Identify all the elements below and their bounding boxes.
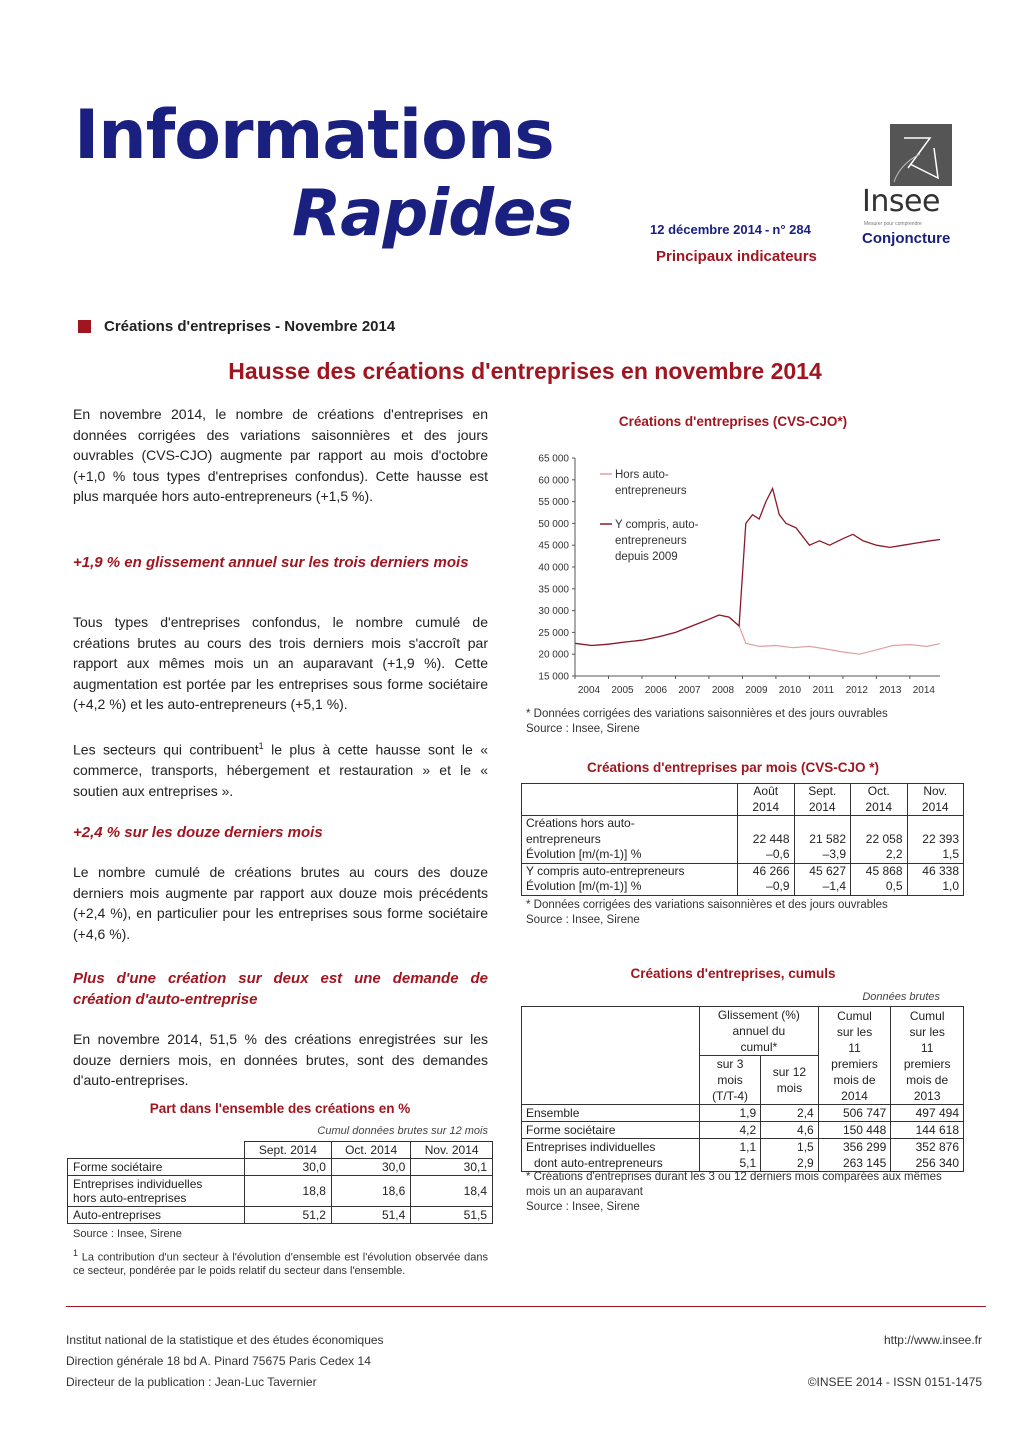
footer-director: Directeur de la publication : Jean-Luc Tavernier <box>66 1375 317 1389</box>
table-row <box>68 1207 493 1224</box>
row-label: Forme sociétaire <box>522 1122 700 1139</box>
line-chart <box>520 446 965 704</box>
table-cell <box>907 816 964 864</box>
column-header-line: Nov. <box>923 784 948 798</box>
cell-value: 352 876 <box>915 1140 959 1154</box>
table-row <box>522 816 964 864</box>
x-tick-label: 2006 <box>644 685 668 696</box>
x-tick-label: 2007 <box>678 685 701 696</box>
row-label-line: Créations hors auto- <box>526 816 635 830</box>
chart-axes <box>538 454 940 697</box>
table-cell <box>891 1139 964 1172</box>
x-tick-label: 2013 <box>879 685 902 696</box>
table-row <box>522 1122 964 1139</box>
cell-value: 22 393 <box>922 831 959 846</box>
cell-evolution: 1,5 <box>942 847 959 861</box>
table-cell: 30,0 <box>244 1159 331 1176</box>
chart-note <box>526 707 966 737</box>
cell-evolution: –0,6 <box>766 847 790 861</box>
y-tick-label: 35 000 <box>538 584 569 596</box>
cell-evolution: 1,0 <box>942 879 959 893</box>
masthead-title-line1: Informations <box>74 96 554 175</box>
group-header-line: Glissement (%) <box>717 1008 800 1022</box>
column-header-line: mois de <box>833 1072 876 1087</box>
table-row <box>68 1176 493 1207</box>
column-header: Nov. 2014 <box>411 1142 493 1159</box>
table-cell: 18,6 <box>331 1176 410 1207</box>
column-header <box>907 784 964 816</box>
cumul-source: Source : Insee, Sirene <box>526 1201 640 1213</box>
insee-logo <box>860 124 960 254</box>
row-label-line: entrepreneurs <box>526 831 601 846</box>
column-header-line: Oct. <box>867 784 890 798</box>
column-header-line: mois de <box>906 1072 949 1087</box>
cumul-table <box>521 1006 964 1172</box>
paragraph-sectors <box>73 736 488 801</box>
footnote-ref: 1 <box>258 741 264 751</box>
table-cell <box>818 1139 891 1172</box>
row-label: Auto-entreprises <box>68 1207 245 1224</box>
y-tick-label: 40 000 <box>538 562 569 574</box>
chart-legend <box>600 469 699 563</box>
table-row <box>68 1159 493 1176</box>
masthead-title-line2: Rapides <box>292 177 573 251</box>
share-table-source: Source : Insee, Sirene <box>73 1228 182 1240</box>
topic-bullet <box>78 320 91 333</box>
cell-value: 46 266 <box>752 863 790 878</box>
cell-value: 2,9 <box>797 1156 814 1170</box>
x-tick-label: 2011 <box>812 685 835 696</box>
section-label: Principaux indicateurs <box>656 248 817 265</box>
column-header-line: sur les <box>836 1024 873 1039</box>
cell-value: 5,1 <box>739 1156 757 1170</box>
column-header-line: Cumul <box>909 1008 945 1023</box>
monthly-table-note <box>526 898 966 928</box>
share-table-title: Part dans l'ensemble des créations en % <box>149 1101 411 1116</box>
subheading-three-months: +1,9 % en glissement annuel sur les trois derniers mois <box>73 554 469 571</box>
table-header-row <box>68 1142 493 1159</box>
table-cell: 51,5 <box>411 1207 493 1224</box>
column-header-line: 2013 <box>913 1088 941 1103</box>
main-headline: Hausse des créations d'entreprises en novembre 2014 <box>228 358 822 384</box>
cell-value: 46 338 <box>922 863 959 878</box>
table-cell: 30,1 <box>411 1159 493 1176</box>
y-tick-label: 60 000 <box>538 475 569 487</box>
legend-label: entrepreneurs <box>615 485 687 497</box>
column-header-line: 11 <box>920 1040 934 1055</box>
table-cell <box>794 816 851 864</box>
table-cell: 30,0 <box>331 1159 410 1176</box>
logo-tagline: Mesurer pour comprendre <box>864 221 922 227</box>
group-header-line: cumul* <box>740 1040 778 1054</box>
footnote-text: La contribution d'un secteur à l'évolution d'ensemble est l'évolution observée dans ce secteur, pondérée par le poids relatif du secteur dans l'ensemble. <box>73 1251 488 1277</box>
footer-url[interactable]: http://www.insee.fr <box>883 1333 982 1347</box>
cell-value: 22 448 <box>752 831 790 846</box>
row-label <box>522 863 738 895</box>
column-header-line: 11 <box>848 1040 861 1055</box>
logo-subbrand: Conjoncture <box>862 230 951 247</box>
table-cell: 51,4 <box>331 1207 410 1224</box>
table-cell <box>851 816 908 864</box>
series-line <box>575 489 940 646</box>
row-label <box>68 1176 245 1207</box>
subheading-auto-entreprise: Plus d'une création sur deux est une demande de création d'auto-entreprise <box>73 970 488 1008</box>
column-header-line: sur 12 <box>772 1065 807 1079</box>
legend-label: entrepreneurs <box>615 535 687 547</box>
column-header: Sept. 2014 <box>244 1142 331 1159</box>
chart-title: Créations d'entreprises (CVS-CJO*) <box>618 414 848 429</box>
row-label: Ensemble <box>522 1105 700 1122</box>
x-tick-label: 2014 <box>912 685 935 696</box>
paragraph-auto-entreprise: En novembre 2014, 51,5 % des créations enregistrées sur les douze derniers mois, en données brutes, sont des demandes d'auto-entreprises. <box>73 1031 488 1089</box>
footnote <box>73 1247 488 1278</box>
cumul-foot-line: * Créations d'entreprises durant les 3 ou 12 derniers mois comparées aux mêmes mois un an auparavant <box>526 1171 942 1198</box>
paragraph-twelve-months: Le nombre cumulé de créations brutes au cours des douze derniers mois augmente par rapport aux douze mois précédents (+2,4 %), en particulier pour les entreprises sous forme sociétaire (+4,6 %). <box>73 864 488 942</box>
chart-note-line: * Données corrigées des variations saisonnières et des jours ouvrables <box>526 708 888 720</box>
x-tick-label: 2004 <box>577 685 601 696</box>
cell-evolution: –0,9 <box>766 879 790 893</box>
table-cell <box>907 863 964 895</box>
cumul-table-note: Données brutes <box>862 991 940 1003</box>
column-header-line: mois <box>717 1073 743 1087</box>
table-cell: 18,4 <box>411 1176 493 1207</box>
column-header-line: (T/T-4) <box>712 1089 749 1103</box>
table-cell: 1,9 <box>700 1105 761 1122</box>
cell-evolution: 2,2 <box>885 847 903 861</box>
monthly-source: Source : Insee, Sirene <box>526 914 640 926</box>
footer-copyright: ©INSEE 2014 - ISSN 0151-1475 <box>807 1375 982 1389</box>
legend-label: depuis 2009 <box>615 551 678 563</box>
table-cell: 2,4 <box>761 1105 819 1122</box>
row-label-line: Entreprises individuelles <box>526 1140 656 1154</box>
cell-evolution: 0,5 <box>885 879 903 893</box>
cell-value: 1,5 <box>797 1140 814 1154</box>
monthly-table-title: Créations d'entreprises par mois (CVS-CJO *) <box>586 760 880 775</box>
topic-label: Créations d'entreprises - Novembre 2014 <box>104 318 396 335</box>
table-cell: 18,8 <box>244 1176 331 1207</box>
row-label-line: hors auto-entreprises <box>73 1191 187 1205</box>
table-cell: 506 747 <box>818 1105 891 1122</box>
column-header <box>794 784 851 816</box>
cell-value: 256 340 <box>915 1156 959 1170</box>
table-header-row <box>522 1007 964 1056</box>
y-tick-label: 50 000 <box>538 518 569 530</box>
x-tick-label: 2009 <box>745 685 768 696</box>
table-cell <box>700 1139 761 1172</box>
table-cell: 4,2 <box>700 1122 761 1139</box>
cell-value: 356 299 <box>842 1140 887 1154</box>
column-header: Oct. 2014 <box>331 1142 410 1159</box>
share-table-note: Cumul données brutes sur 12 mois <box>317 1125 488 1137</box>
logo-brand: Insee <box>862 184 940 219</box>
column-header <box>700 1056 761 1105</box>
y-tick-label: 65 000 <box>538 453 569 465</box>
column-header-line: 2014 <box>808 799 836 814</box>
issue-date: 12 décembre 2014 <box>650 222 763 237</box>
column-header <box>761 1056 819 1105</box>
column-header-line: premiers <box>903 1056 951 1071</box>
group-header-line: annuel du <box>732 1024 786 1038</box>
cell-value: 22 058 <box>865 831 903 846</box>
subheading-twelve-months: +2,4 % sur les douze derniers mois <box>73 824 323 841</box>
table-cell <box>761 1139 819 1172</box>
table-cell <box>738 863 795 895</box>
table-cell: 4,6 <box>761 1122 819 1139</box>
cumul-table-footnote <box>526 1170 966 1215</box>
share-table <box>67 1141 493 1224</box>
cell-value: 45 868 <box>865 863 903 878</box>
table-cell <box>794 863 851 895</box>
footer-divider <box>66 1306 986 1307</box>
y-tick-label: 20 000 <box>538 649 569 661</box>
footer-address: Direction générale 18 bd A. Pinard 75675 Paris Cedex 14 <box>66 1354 371 1368</box>
intro-paragraph: En novembre 2014, le nombre de créations d'entreprises en données corrigées des variations saisonnières et des jours ouvrables (CVS-CJO) augmente par rapport au mois d'octobre (+1,0 % tous types d'entreprises confondus). Cette hausse est plus marquée hors auto-entrepreneurs (+1,5 %). <box>73 406 488 505</box>
x-tick-label: 2005 <box>611 685 634 696</box>
y-tick-label: 55 000 <box>538 497 569 509</box>
series-line <box>575 615 940 654</box>
x-tick-label: 2012 <box>845 685 869 696</box>
y-tick-label: 45 000 <box>538 540 569 552</box>
column-header-line: Sept. <box>808 784 837 798</box>
legend-label: Hors auto- <box>615 469 669 481</box>
column-header-line: 2014 <box>921 799 949 814</box>
chart-lines <box>575 489 940 655</box>
logo-mark-graphic <box>890 124 952 186</box>
column-header-line: premiers <box>831 1056 878 1071</box>
table-cell: 497 494 <box>891 1105 964 1122</box>
cumul-table-title: Créations d'entreprises, cumuls <box>630 966 836 981</box>
y-tick-label: 30 000 <box>538 606 569 618</box>
issue-line <box>650 222 811 237</box>
chart-source: Source : Insee, Sirene <box>526 723 640 735</box>
table-cell: 150 448 <box>818 1122 891 1139</box>
monthly-note-line: * Données corrigées des variations saisonnières et des jours ouvrables <box>526 899 888 911</box>
column-header <box>851 784 908 816</box>
column-header-line: Cumul <box>837 1008 872 1023</box>
row-label-line: Évolution [m/(m-1)] % <box>526 847 642 861</box>
table-cell <box>738 816 795 864</box>
cell-evolution: –3,9 <box>822 847 846 861</box>
cell-value: 1,1 <box>739 1140 757 1154</box>
table-row <box>522 1105 964 1122</box>
group-header <box>700 1007 819 1056</box>
monthly-table <box>521 783 964 896</box>
row-label <box>522 816 738 864</box>
column-header-line: 2014 <box>865 799 893 814</box>
column-header-line: 2014 <box>752 799 780 814</box>
cell-value: 21 582 <box>809 831 846 846</box>
x-tick-label: 2008 <box>711 685 735 696</box>
footnote-mark: 1 <box>73 1248 79 1258</box>
table-header-row <box>522 784 964 816</box>
table-row <box>522 863 964 895</box>
paragraph-sectors-part2: le plus à cette hausse sont le « commerce, transports, hébergement et restauration » et le « soutien aux entreprises ». <box>73 741 488 799</box>
row-label-line: Évolution [m/(m-1)] % <box>526 879 642 893</box>
cell-value: 45 627 <box>809 863 846 878</box>
y-tick-label: 25 000 <box>538 627 569 639</box>
logo-mark <box>890 124 952 186</box>
footer-org: Institut national de la statistique et des études économiques <box>66 1333 384 1347</box>
table-cell: 51,2 <box>244 1207 331 1224</box>
issue-separator: - <box>765 222 770 237</box>
row-label-line: Y compris auto-entrepreneurs <box>526 863 685 878</box>
cell-value: 263 145 <box>842 1156 887 1170</box>
issue-number: n° 284 <box>772 222 811 237</box>
row-label <box>522 1139 700 1172</box>
table-row <box>522 1139 964 1172</box>
legend-label: Y compris, auto- <box>615 519 699 531</box>
y-tick-label: 15 000 <box>538 671 569 683</box>
cell-evolution: –1,4 <box>822 879 846 893</box>
column-header-line: 2014 <box>841 1088 868 1103</box>
column-header-line: sur 3 <box>716 1057 744 1071</box>
row-label-line: Entreprises individuelles <box>73 1177 203 1191</box>
column-header-line: sur les <box>909 1024 945 1039</box>
paragraph-sectors-part1: Les secteurs qui contribuent <box>73 741 259 758</box>
column-header <box>738 784 795 816</box>
row-label-line: dont auto-entrepreneurs <box>534 1156 663 1170</box>
row-label: Forme sociétaire <box>68 1159 245 1176</box>
column-header <box>891 1007 964 1105</box>
column-header <box>818 1007 891 1105</box>
paragraph-three-months: Tous types d'entreprises confondus, le nombre cumulé de créations brutes au cours des trois derniers mois s'accroît par rapport aux mêmes mois un an auparavant (+1,9 %). Cette augmentation est portée par les entreprises sous forme sociétaire (+4,2 %) et les auto-entrepreneurs (+5,1 %). <box>73 614 488 713</box>
column-header-line: Août <box>753 784 779 798</box>
x-tick-label: 2010 <box>778 685 802 696</box>
column-header-line: mois <box>776 1081 803 1095</box>
table-cell <box>851 863 908 895</box>
table-cell: 144 618 <box>891 1122 964 1139</box>
